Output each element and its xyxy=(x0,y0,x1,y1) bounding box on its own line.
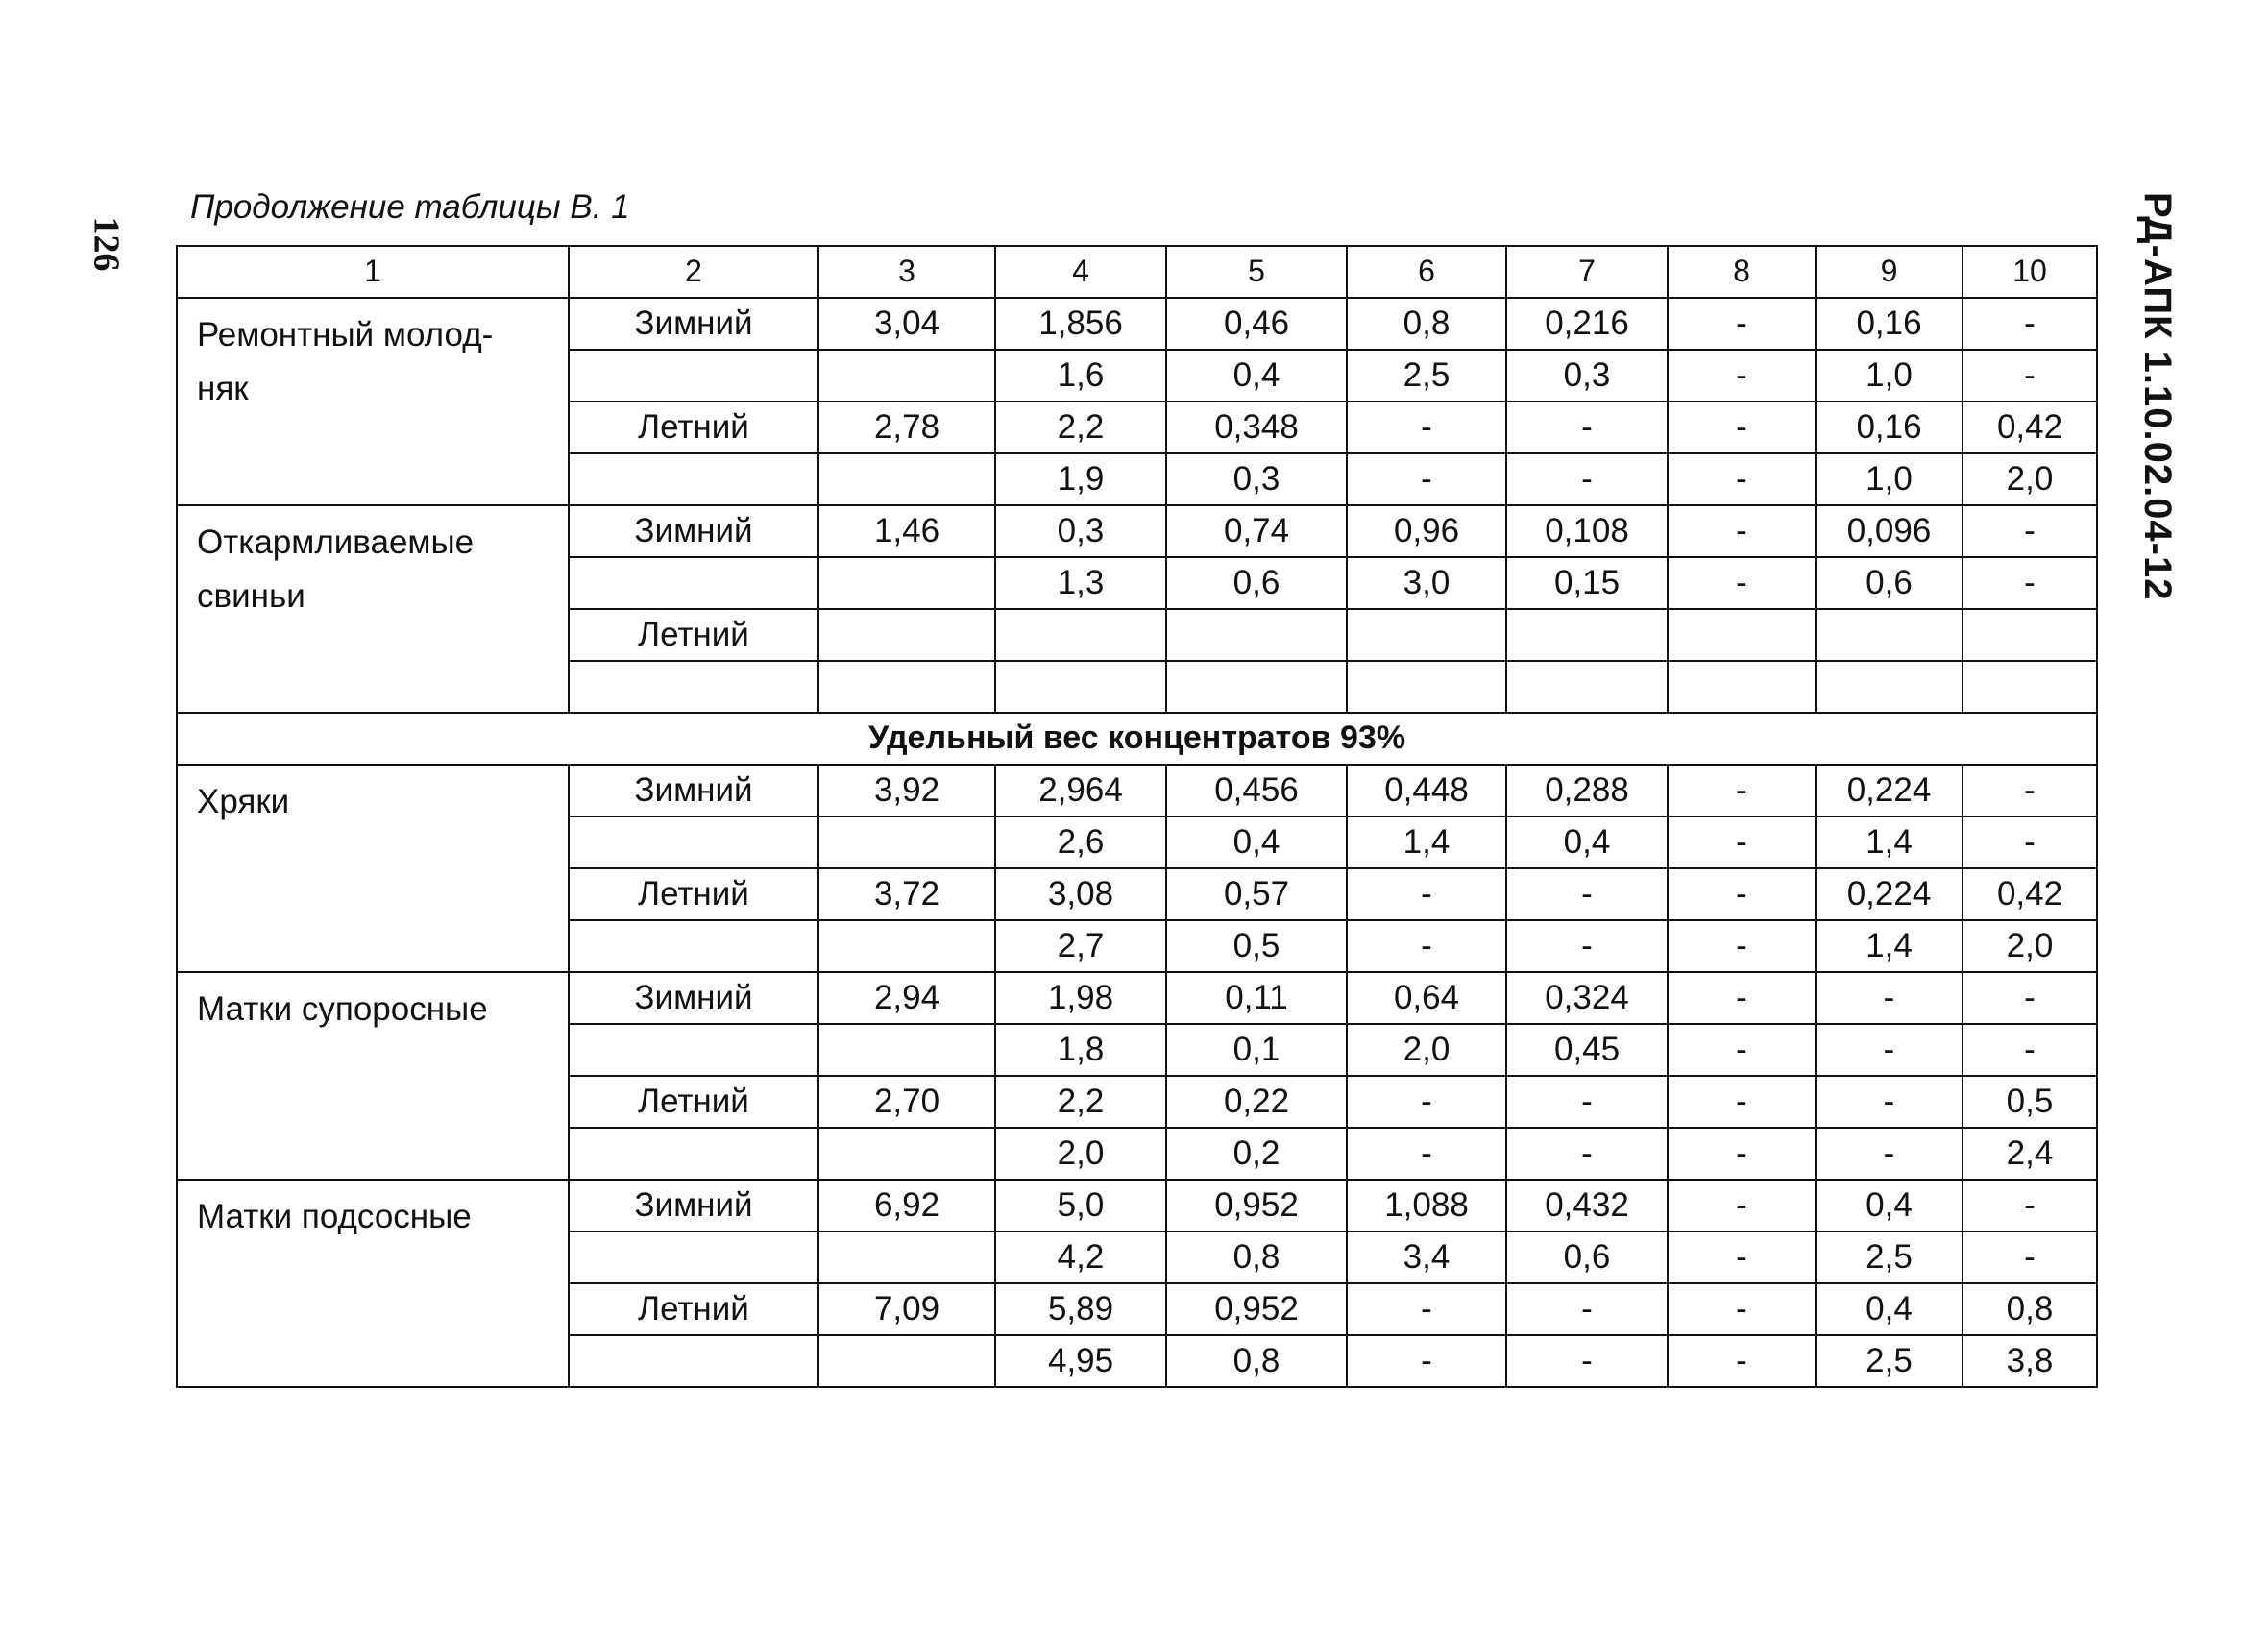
value-cell: 1,4 xyxy=(1347,816,1506,868)
column-header: 7 xyxy=(1506,246,1668,298)
value-cell xyxy=(1816,609,1963,661)
value-cell: 1,0 xyxy=(1816,350,1963,402)
column-header: 10 xyxy=(1963,246,2097,298)
value-cell: - xyxy=(1668,1231,1816,1283)
value-cell: 0,42 xyxy=(1963,868,2097,920)
value-cell: - xyxy=(1816,1024,1963,1076)
value-cell: 0,64 xyxy=(1347,972,1506,1024)
value-cell: - xyxy=(1668,453,1816,505)
value-cell xyxy=(1963,661,2097,713)
value-cell: 1,9 xyxy=(995,453,1166,505)
page-number: 126 xyxy=(85,216,127,272)
value-cell: 2,6 xyxy=(995,816,1166,868)
value-cell: 0,42 xyxy=(1963,402,2097,453)
value-cell: 0,448 xyxy=(1347,765,1506,816)
value-cell: - xyxy=(1506,868,1668,920)
season-cell xyxy=(569,557,818,609)
value-cell: 2,2 xyxy=(995,402,1166,453)
value-cell: 0,6 xyxy=(1506,1231,1668,1283)
document-code: РД-АПК 1.10.02.04-12 xyxy=(2136,192,2179,601)
table-row xyxy=(177,505,2097,557)
value-cell: 0,8 xyxy=(1963,1283,2097,1335)
value-cell: - xyxy=(1668,765,1816,816)
value-cell: 0,5 xyxy=(1166,920,1347,972)
table-caption: Продолжение таблицы В. 1 xyxy=(190,188,630,226)
value-cell: - xyxy=(1668,1335,1816,1387)
value-cell: 0,16 xyxy=(1816,402,1963,453)
value-cell: - xyxy=(1668,1180,1816,1231)
season-cell xyxy=(569,1024,818,1076)
value-cell xyxy=(1506,609,1668,661)
value-cell: 0,952 xyxy=(1166,1180,1347,1231)
season-cell: Зимний xyxy=(569,972,818,1024)
season-cell: Летний xyxy=(569,609,818,661)
value-cell: 0,3 xyxy=(1506,350,1668,402)
value-cell: - xyxy=(1963,1024,2097,1076)
value-cell: - xyxy=(1506,453,1668,505)
value-cell: 0,3 xyxy=(995,505,1166,557)
value-cell xyxy=(818,1024,995,1076)
season-cell: Зимний xyxy=(569,765,818,816)
value-cell: - xyxy=(1668,298,1816,350)
value-cell: - xyxy=(1506,1076,1668,1128)
value-cell: 2,7 xyxy=(995,920,1166,972)
value-cell: - xyxy=(1347,868,1506,920)
value-cell: 0,16 xyxy=(1816,298,1963,350)
value-cell: - xyxy=(1506,1335,1668,1387)
value-cell: 0,6 xyxy=(1166,557,1347,609)
value-cell xyxy=(818,1128,995,1180)
value-cell: - xyxy=(1668,1283,1816,1335)
season-cell: Летний xyxy=(569,868,818,920)
value-cell xyxy=(1347,609,1506,661)
value-cell: 0,57 xyxy=(1166,868,1347,920)
value-cell: - xyxy=(1963,505,2097,557)
season-cell: Зимний xyxy=(569,1180,818,1231)
value-cell: 2,0 xyxy=(995,1128,1166,1180)
value-cell: 1,856 xyxy=(995,298,1166,350)
table-row xyxy=(177,1180,2097,1231)
value-cell: 0,108 xyxy=(1506,505,1668,557)
value-cell xyxy=(818,920,995,972)
value-cell: - xyxy=(1668,1128,1816,1180)
group-name-cell: Ремонтный молод- няк xyxy=(177,298,569,505)
season-cell xyxy=(569,453,818,505)
value-cell: - xyxy=(1668,1024,1816,1076)
column-header: 5 xyxy=(1166,246,1347,298)
table-row xyxy=(177,298,2097,350)
value-cell: 0,5 xyxy=(1963,1076,2097,1128)
value-cell: 3,04 xyxy=(818,298,995,350)
group-name-cell: Откармливаемые свиньи xyxy=(177,505,569,713)
column-header: 9 xyxy=(1816,246,1963,298)
value-cell: - xyxy=(1668,505,1816,557)
value-cell: - xyxy=(1668,920,1816,972)
value-cell: 1,6 xyxy=(995,350,1166,402)
value-cell: 1,4 xyxy=(1816,816,1963,868)
value-cell: 0,224 xyxy=(1816,868,1963,920)
column-header: 2 xyxy=(569,246,818,298)
value-cell: - xyxy=(1668,557,1816,609)
value-cell: - xyxy=(1963,557,2097,609)
value-cell: 4,95 xyxy=(995,1335,1166,1387)
group-name-cell: Матки подсосные xyxy=(177,1180,569,1387)
value-cell: 7,09 xyxy=(818,1283,995,1335)
value-cell: 0,74 xyxy=(1166,505,1347,557)
data-table xyxy=(176,245,2098,1388)
value-cell: - xyxy=(1668,972,1816,1024)
value-cell: 1,98 xyxy=(995,972,1166,1024)
value-cell: - xyxy=(1347,1283,1506,1335)
value-cell: 0,8 xyxy=(1166,1335,1347,1387)
value-cell: - xyxy=(1668,1076,1816,1128)
value-cell xyxy=(1668,661,1816,713)
value-cell: 0,432 xyxy=(1506,1180,1668,1231)
value-cell: 0,8 xyxy=(1166,1231,1347,1283)
value-cell xyxy=(1816,661,1963,713)
value-cell: 0,45 xyxy=(1506,1024,1668,1076)
value-cell: 0,324 xyxy=(1506,972,1668,1024)
value-cell: 0,4 xyxy=(1506,816,1668,868)
value-cell: - xyxy=(1963,298,2097,350)
season-cell: Летний xyxy=(569,1076,818,1128)
value-cell: 0,1 xyxy=(1166,1024,1347,1076)
value-cell: - xyxy=(1506,1128,1668,1180)
value-cell: 3,72 xyxy=(818,868,995,920)
value-cell: 0,4 xyxy=(1816,1283,1963,1335)
value-cell: 6,92 xyxy=(818,1180,995,1231)
value-cell xyxy=(1506,661,1668,713)
value-cell: - xyxy=(1347,1335,1506,1387)
value-cell: 0,96 xyxy=(1347,505,1506,557)
value-cell xyxy=(1668,609,1816,661)
season-cell xyxy=(569,1231,818,1283)
value-cell: - xyxy=(1668,350,1816,402)
value-cell: - xyxy=(1668,402,1816,453)
value-cell: 3,8 xyxy=(1963,1335,2097,1387)
value-cell xyxy=(818,453,995,505)
value-cell: 2,5 xyxy=(1816,1231,1963,1283)
value-cell: - xyxy=(1668,868,1816,920)
value-cell: 2,5 xyxy=(1816,1335,1963,1387)
value-cell xyxy=(995,609,1166,661)
value-cell: 0,456 xyxy=(1166,765,1347,816)
value-cell: 0,3 xyxy=(1166,453,1347,505)
value-cell: 2,5 xyxy=(1347,350,1506,402)
column-header: 8 xyxy=(1668,246,1816,298)
value-cell: 0,224 xyxy=(1816,765,1963,816)
value-cell xyxy=(1963,609,2097,661)
season-cell: Летний xyxy=(569,1283,818,1335)
value-cell: - xyxy=(1963,1231,2097,1283)
value-cell: 0,288 xyxy=(1506,765,1668,816)
value-cell xyxy=(818,1335,995,1387)
value-cell: - xyxy=(1347,1076,1506,1128)
value-cell: - xyxy=(1963,1180,2097,1231)
value-cell: 3,4 xyxy=(1347,1231,1506,1283)
value-cell xyxy=(818,1231,995,1283)
value-cell: 1,088 xyxy=(1347,1180,1506,1231)
value-cell: - xyxy=(1506,402,1668,453)
season-cell xyxy=(569,816,818,868)
group-name-cell: Матки супоросные xyxy=(177,972,569,1180)
value-cell: 2,4 xyxy=(1963,1128,2097,1180)
value-cell: - xyxy=(1347,920,1506,972)
value-cell: 0,15 xyxy=(1506,557,1668,609)
value-cell: 3,92 xyxy=(818,765,995,816)
value-cell: 2,964 xyxy=(995,765,1166,816)
season-cell xyxy=(569,920,818,972)
value-cell: 0,096 xyxy=(1816,505,1963,557)
value-cell: 0,348 xyxy=(1166,402,1347,453)
value-cell: 1,46 xyxy=(818,505,995,557)
season-cell xyxy=(569,1335,818,1387)
value-cell: 2,78 xyxy=(818,402,995,453)
value-cell: 1,3 xyxy=(995,557,1166,609)
value-cell: - xyxy=(1816,1128,1963,1180)
column-header: 6 xyxy=(1347,246,1506,298)
value-cell: 0,2 xyxy=(1166,1128,1347,1180)
value-cell: 2,0 xyxy=(1963,920,2097,972)
value-cell: - xyxy=(1506,920,1668,972)
value-cell: 1,4 xyxy=(1816,920,1963,972)
value-cell: - xyxy=(1963,972,2097,1024)
value-cell: 0,8 xyxy=(1347,298,1506,350)
value-cell: 4,2 xyxy=(995,1231,1166,1283)
value-cell: 3,08 xyxy=(995,868,1166,920)
value-cell: 2,0 xyxy=(1963,453,2097,505)
value-cell: 1,0 xyxy=(1816,453,1963,505)
value-cell xyxy=(1347,661,1506,713)
value-cell: - xyxy=(1963,350,2097,402)
value-cell: - xyxy=(1816,972,1963,1024)
column-header: 3 xyxy=(818,246,995,298)
value-cell xyxy=(818,557,995,609)
value-cell: 0,4 xyxy=(1166,350,1347,402)
value-cell: - xyxy=(1963,816,2097,868)
value-cell: 1,8 xyxy=(995,1024,1166,1076)
table-row xyxy=(177,765,2097,816)
value-cell xyxy=(995,661,1166,713)
value-cell: 0,4 xyxy=(1816,1180,1963,1231)
season-cell xyxy=(569,661,818,713)
value-cell xyxy=(1166,609,1347,661)
value-cell: 3,0 xyxy=(1347,557,1506,609)
value-cell xyxy=(1166,661,1347,713)
value-cell: 0,11 xyxy=(1166,972,1347,1024)
season-cell: Зимний xyxy=(569,505,818,557)
value-cell: 0,216 xyxy=(1506,298,1668,350)
value-cell: - xyxy=(1347,1128,1506,1180)
value-cell: - xyxy=(1963,765,2097,816)
value-cell xyxy=(818,609,995,661)
value-cell xyxy=(818,816,995,868)
value-cell: 0,22 xyxy=(1166,1076,1347,1128)
value-cell: 2,0 xyxy=(1347,1024,1506,1076)
group-name-cell: Хряки xyxy=(177,765,569,972)
value-cell xyxy=(818,350,995,402)
value-cell: - xyxy=(1668,816,1816,868)
value-cell: 0,6 xyxy=(1816,557,1963,609)
section-row xyxy=(177,713,2097,765)
value-cell: 0,4 xyxy=(1166,816,1347,868)
value-cell: 0,952 xyxy=(1166,1283,1347,1335)
column-header: 4 xyxy=(995,246,1166,298)
season-cell xyxy=(569,350,818,402)
value-cell: 5,89 xyxy=(995,1283,1166,1335)
table-row xyxy=(177,972,2097,1024)
value-cell: - xyxy=(1347,402,1506,453)
value-cell: 5,0 xyxy=(995,1180,1166,1231)
value-cell: - xyxy=(1506,1283,1668,1335)
season-cell xyxy=(569,1128,818,1180)
value-cell: 2,94 xyxy=(818,972,995,1024)
value-cell xyxy=(818,661,995,713)
value-cell: - xyxy=(1347,453,1506,505)
value-cell: 2,2 xyxy=(995,1076,1166,1128)
header-row xyxy=(177,246,2097,298)
section-title: Удельный вес концентратов 93% xyxy=(177,713,2097,765)
value-cell: - xyxy=(1816,1076,1963,1128)
value-cell: 0,46 xyxy=(1166,298,1347,350)
column-header: 1 xyxy=(177,246,569,298)
value-cell: 2,70 xyxy=(818,1076,995,1128)
season-cell: Зимний xyxy=(569,298,818,350)
season-cell: Летний xyxy=(569,402,818,453)
